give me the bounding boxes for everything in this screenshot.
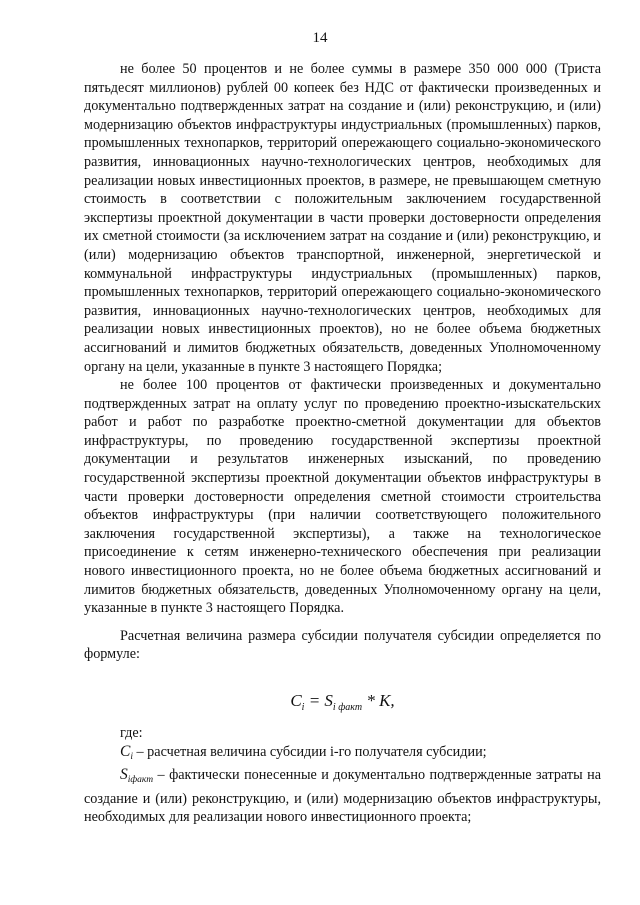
definition-sifakt-sub: iфакт <box>127 775 154 786</box>
where-label: где: <box>120 725 143 741</box>
paragraph-formula-intro: Расчетная величина размера субсидии получателя субсидии определяется по формуле: <box>84 627 601 663</box>
formula-s: S <box>324 691 333 710</box>
page-number: 14 <box>312 30 328 46</box>
definition-ci-sub: i <box>130 751 133 762</box>
definition-sifakt-symbol: S <box>120 766 128 784</box>
formula-equals: = <box>308 691 321 710</box>
paragraph-subsidy-limit-350m: не более 50 процентов и не более суммы в размере 350 000 000 (Триста пятьдесят миллионов) рублей 00 копеек без НДС от фактически произведенных и документально подтвержденных затрат на создание и (или) реконструкцию, и (или) модернизацию объектов инфраструктуры индустриальных (промышленных) парков, промышленных технопарков, территорий опережающего социально-экономического развития, инновационных научно-технологических центров, необходимых для реализации новых инвестиционных проектов, в размере, не превышающем сметную стоимость в соответствии с положительным заключением государственной экспертизы проектной документации в части проверки достоверности определения их сметной стоимости (за исключением затрат на создание и (или) реконструкцию, и (или) модернизацию объектов транспортной, инженерной, энергетической и коммунальной инфраструктуры индустриальных (промышленных) парков, промышленных технопарков, территорий опережающего социально-экономического развития, инновационных научно-технологических центров, необходимых для реализации новых инвестиционных проектов), но не более объема бюджетных ассигнований и лимитов бюджетных обязательств, доведенных Уполномоченному органу на цели, указанные в пункте 3 настоящего Порядка; <box>84 61 601 375</box>
definition-sifakt-text: – фактически понесенные и документально подтвержденные затраты на создание и (или) реконструкцию, и (или) модернизацию объектов инфраструктуры, необходимых для реализации нового инвестиционного проекта; <box>84 767 601 826</box>
subsidy-formula <box>84 688 601 714</box>
definition-ci <box>84 743 601 767</box>
definition-ci-symbol: C <box>120 742 131 760</box>
formula-s-sub: i факт <box>332 702 363 713</box>
definition-sifakt <box>84 766 601 827</box>
paragraph-subsidy-limit-100pct: не более 100 процентов от фактически произведенных и документально подтвержденных затрат на оплату услуг по проведению проектно-изыскательских работ и работ по разработке проектно-сметной документации для объектов инфраструктуры, по проведению государственной экспертизы проектной документации и результатов инженерных изысканий, по проведению государственной экспертизы проектной документации объектов инфраструктуры в части проверки достоверности определения сметной стоимости строительства объектов инфраструктуры (при наличии соответствующего положительного заключения государственной экспертизы), а также на технологическое присоединение к сетям инженерно-технического обеспечения при реализации нового инвестиционного проекта, но не более объема бюджетных ассигнований и лимитов бюджетных обязательств, доведенных Уполномоченному органу на цели, указанные в пункте 3 настоящего Порядка. <box>84 377 601 617</box>
formula-operator: * K, <box>366 691 395 710</box>
document-body <box>84 60 601 827</box>
formula-lhs-sub: i <box>301 702 305 713</box>
formula-lhs: C <box>290 691 302 710</box>
definition-ci-text: – расчетная величина субсидии i-го получателя субсидии; <box>132 743 487 760</box>
